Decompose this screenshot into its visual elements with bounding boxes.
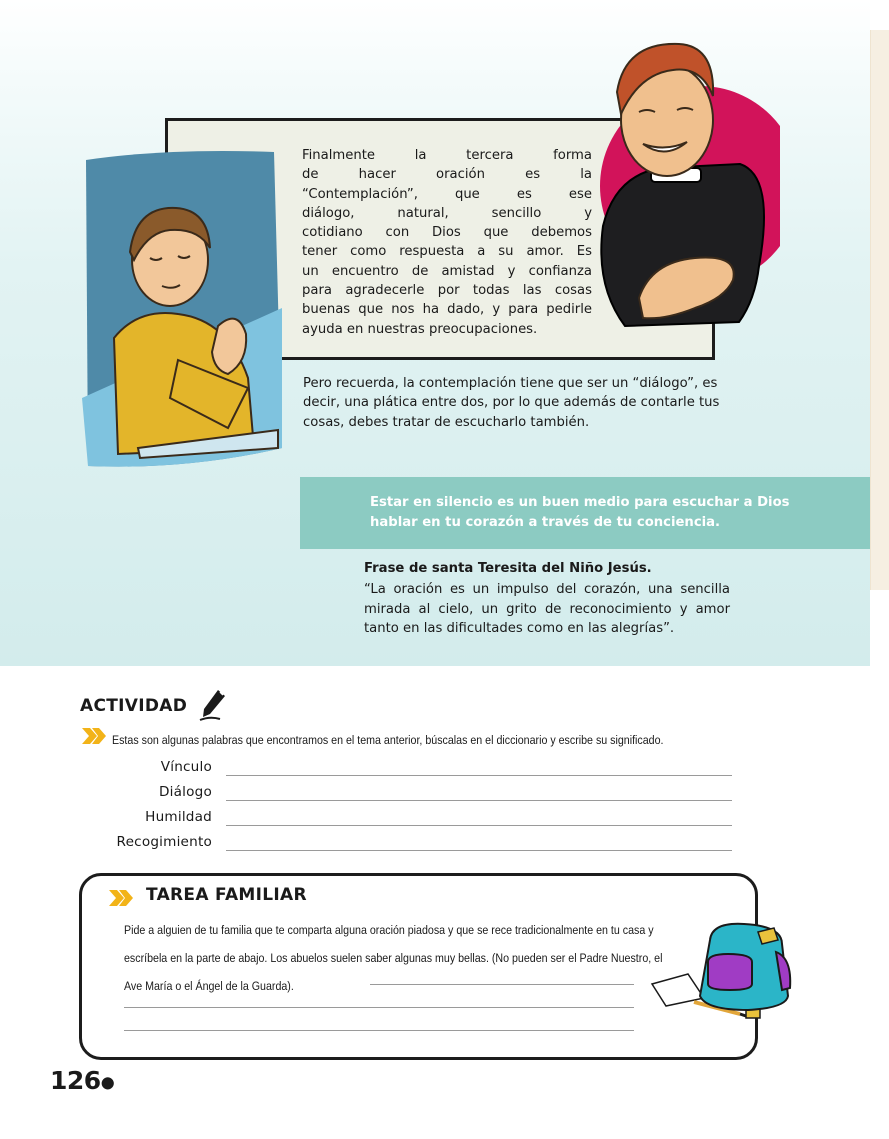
word-row [60, 834, 740, 858]
bubble-line: “Contemplación”, que es ese [302, 186, 592, 202]
bubble-line: para agradecerle por todas las cosas [302, 283, 592, 299]
quote-text: “La oración es un impulso del corazón, una sencilla mirada al cielo, un grito de reconocimiento y amor tanto en las dificultades como en las alegrías”. [364, 582, 730, 636]
pencil-icon [198, 688, 228, 722]
word-label: Diálogo [158, 784, 212, 800]
page-number-bullet: ● [100, 1072, 115, 1092]
answer-line[interactable] [226, 775, 732, 776]
word-label: Humildad [145, 809, 212, 825]
backpack-illustration [648, 918, 796, 1028]
family-task-text: Pide a alguien de tu familia que te comparta alguna oración piadosa y que se rece tradicionalmente en tu casa y escríbela en la parte de abajo. Los abuelos suelen saber algunas muy bellas. (No pueden ser el Padre Nuestro, el Ave María o el Ángel de la Guarda). [124, 923, 663, 993]
answer-line[interactable] [124, 1030, 634, 1031]
chevron-double-icon [107, 888, 135, 908]
word-label: Recogimiento [116, 834, 212, 850]
contemplation-paragraph: Pero recuerda, la contemplación tiene que ser un “diálogo”, es decir, una plática entre dos, por lo que además de contarle tus cosas, debes tratar de escucharlo también. [303, 376, 720, 430]
answer-line[interactable] [124, 1007, 634, 1008]
bubble-line: tener como respuesta a su amor. Es [302, 244, 592, 260]
praying-boy-illustration [78, 148, 284, 470]
word-row [60, 784, 740, 808]
activity-title: ACTIVIDAD [80, 696, 188, 716]
chevron-double-icon [80, 726, 108, 746]
bubble-line: un encuentro de amistad y confianza [302, 263, 592, 279]
bubble-line: buenas que nos ha dado, y para pedirle [302, 302, 592, 318]
answer-line[interactable] [226, 800, 732, 801]
family-task-title: TAREA FAMILIAR [146, 885, 307, 905]
comic-bubble-text [302, 146, 592, 339]
bubble-line: de hacer oración es la [302, 167, 592, 183]
bubble-line: cotidiano con Dios que debemos [302, 225, 592, 241]
answer-line[interactable] [370, 984, 634, 985]
word-row [60, 759, 740, 783]
highlight-text: Estar en silencio es un buen medio para escuchar a Dios hablar en tu corazón a través de tu conciencia. [370, 495, 790, 530]
page-number [50, 1066, 114, 1095]
word-label: Vínculo [160, 759, 212, 775]
answer-line[interactable] [226, 825, 732, 826]
quote-title: Frase de santa Teresita del Niño Jesús. [364, 561, 652, 576]
answer-line[interactable] [226, 850, 732, 851]
activity-instruction: Estas son algunas palabras que encontramos en el tema anterior, búscalas en el diccionario y escribe su significado. [112, 733, 664, 747]
bubble-line: diálogo, natural, sencillo y [302, 205, 592, 221]
bubble-line: Finalmente la tercera forma [302, 148, 592, 163]
page-edge-strip [870, 30, 889, 590]
page-number-text: 126 [50, 1066, 101, 1095]
word-row [60, 809, 740, 833]
bubble-line: ayuda en nuestras preocupaciones. [302, 321, 538, 337]
